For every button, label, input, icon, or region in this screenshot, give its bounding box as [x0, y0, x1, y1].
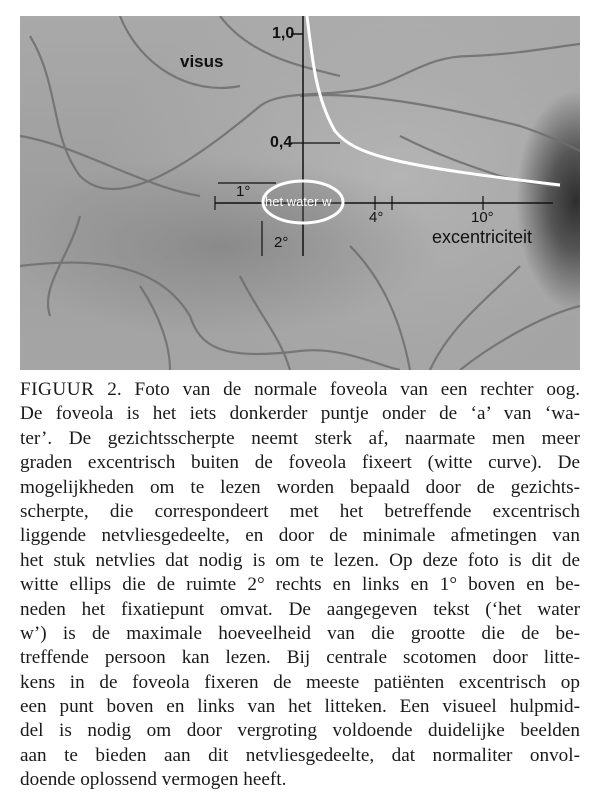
- caption-line: del is nodig om door vergroting voldoende duidelijke beelden: [20, 720, 580, 742]
- caption-line: een punt boven en links van het litteken. Een visueel hulpmid-: [20, 696, 580, 718]
- caption-number: 2.: [107, 379, 122, 400]
- x-tick-4: 4°: [369, 209, 384, 226]
- figure-caption: [20, 378, 580, 793]
- caption-line: neden het fixatiepunt omvat. De aangegeven tekst (‘het water: [20, 598, 580, 620]
- caption-line: w’) is de maximale hoeveelheid van die grootte die de be-: [20, 622, 580, 644]
- y-tick-1-0: 1,0: [272, 25, 295, 42]
- x-tick-10: 10°: [471, 209, 494, 226]
- caption-label: FIGUUR: [20, 379, 95, 400]
- y-axis-title: visus: [180, 52, 224, 71]
- caption-line: witte ellips die de ruimte 2° rechts en links en 1° boven en be-: [20, 574, 580, 596]
- caption-line: liggende netvliesgedeelte, en door de minimale afmetingen van: [20, 525, 580, 547]
- caption-line: kens in de foveola fixeren de meeste patiënten excentrisch op: [20, 671, 580, 693]
- caption-line: De foveola is het iets donkerder puntje onder de ‘a’ van ‘wa-: [20, 403, 580, 425]
- y-tick-0-4: 0,4: [270, 134, 293, 151]
- caption-line: treffende persoon kan lezen. Bij centrale scotomen door litte-: [20, 647, 580, 669]
- fundus-photo: [20, 16, 580, 370]
- caption-line: mogelijkheden om te lezen worden bepaald door de gezichts-: [20, 476, 580, 498]
- one-degree-label: 1°: [236, 183, 251, 200]
- caption-line: FIGUUR 2. Foto van de normale foveola van een rechter oog.: [20, 379, 580, 400]
- caption-line: graden excentrisch buiten de foveola fixeert (witte curve). De: [20, 452, 580, 474]
- caption-line: scherpte, die correspondeert met het betreffende excentrisch: [20, 500, 580, 522]
- caption-line: het stuk netvlies dat nodig is om te lezen. Op deze foto is dit de: [20, 549, 580, 571]
- ellipse-text: het water w: [265, 194, 332, 209]
- two-degree-label: 2°: [274, 234, 289, 251]
- retina-vessels-overlay: [20, 16, 580, 370]
- caption-line: ter’. De gezichtsscherpte neemt sterk af, naarmate men meer: [20, 427, 580, 449]
- caption-line: aan te bieden aan dit netvliesgedeelte, dat normaliter onvol-: [20, 744, 580, 766]
- caption-line: doende oplossend vermogen heeft.: [20, 769, 287, 791]
- x-axis-title: excentriciteit: [432, 227, 533, 247]
